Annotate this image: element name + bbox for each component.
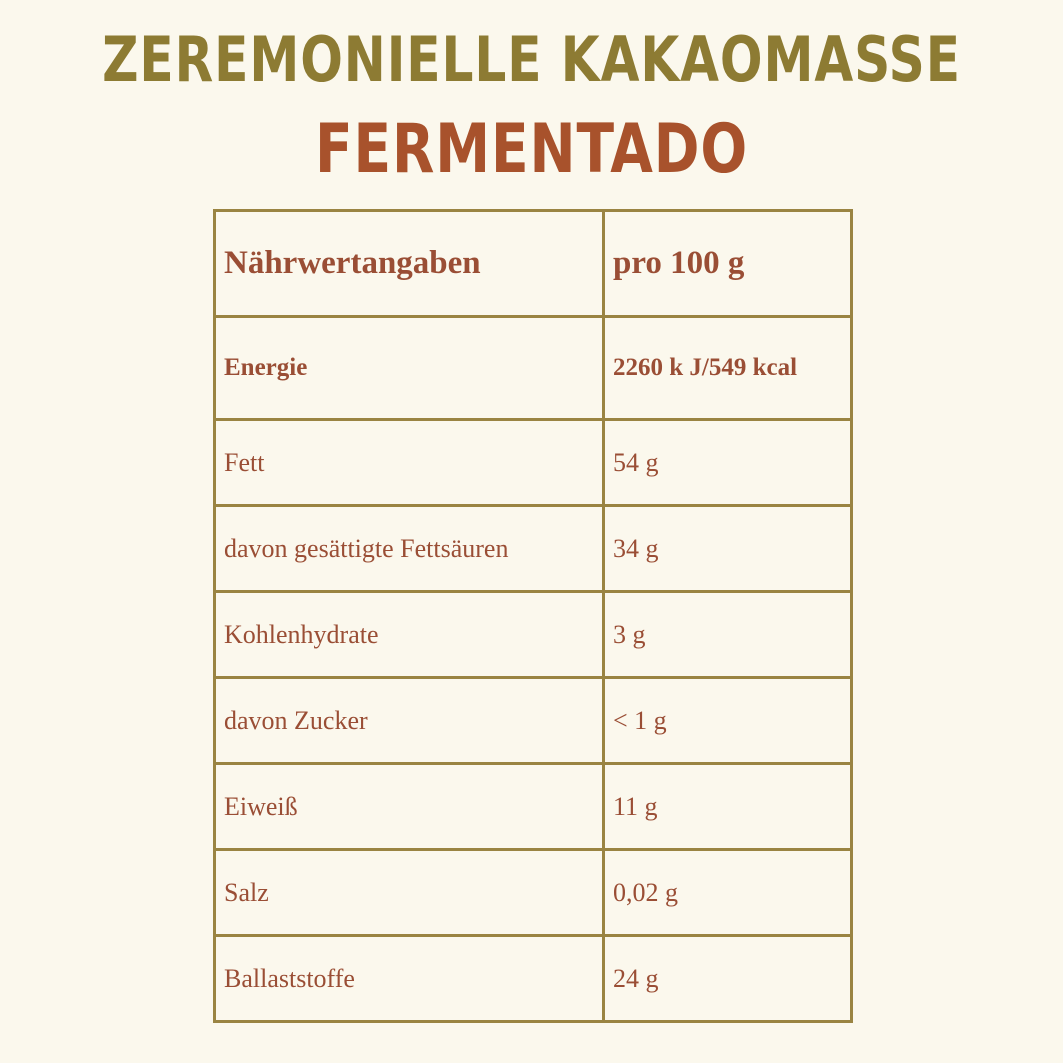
row-value-ballaststoffe: 24 g <box>604 936 852 1022</box>
table-row <box>215 678 852 764</box>
product-subtitle: FERMENTADO <box>314 110 749 189</box>
row-label-fett: Fett <box>215 420 604 506</box>
row-value-gesaettigte-fettsaeuren: 34 g <box>604 506 852 592</box>
row-value-zucker: < 1 g <box>604 678 852 764</box>
table-row <box>215 850 852 936</box>
table-row <box>215 506 852 592</box>
header-value: pro 100 g <box>604 211 852 317</box>
table-header-row <box>215 211 852 317</box>
row-value-eiweiss: 11 g <box>604 764 852 850</box>
row-label-energie: Energie <box>215 317 604 420</box>
table-row <box>215 420 852 506</box>
row-label-ballaststoffe: Ballaststoffe <box>215 936 604 1022</box>
row-label-salz: Salz <box>215 850 604 936</box>
row-label-gesaettigte-fettsaeuren: davon gesättigte Fettsäuren <box>215 506 604 592</box>
nutrition-table <box>213 209 853 1023</box>
row-value-salz: 0,02 g <box>604 850 852 936</box>
table-row <box>215 317 852 420</box>
product-title: ZEREMONIELLE KAKAOMASSE <box>102 23 961 96</box>
header-label: Nährwertangaben <box>215 211 604 317</box>
row-label-kohlenhydrate: Kohlenhydrate <box>215 592 604 678</box>
row-value-energie: 2260 k J/549 kcal <box>604 317 852 420</box>
row-label-zucker: davon Zucker <box>215 678 604 764</box>
table-row <box>215 764 852 850</box>
table-row <box>215 936 852 1022</box>
row-label-eiweiss: Eiweiß <box>215 764 604 850</box>
table-row <box>215 592 852 678</box>
row-value-kohlenhydrate: 3 g <box>604 592 852 678</box>
row-value-fett: 54 g <box>604 420 852 506</box>
